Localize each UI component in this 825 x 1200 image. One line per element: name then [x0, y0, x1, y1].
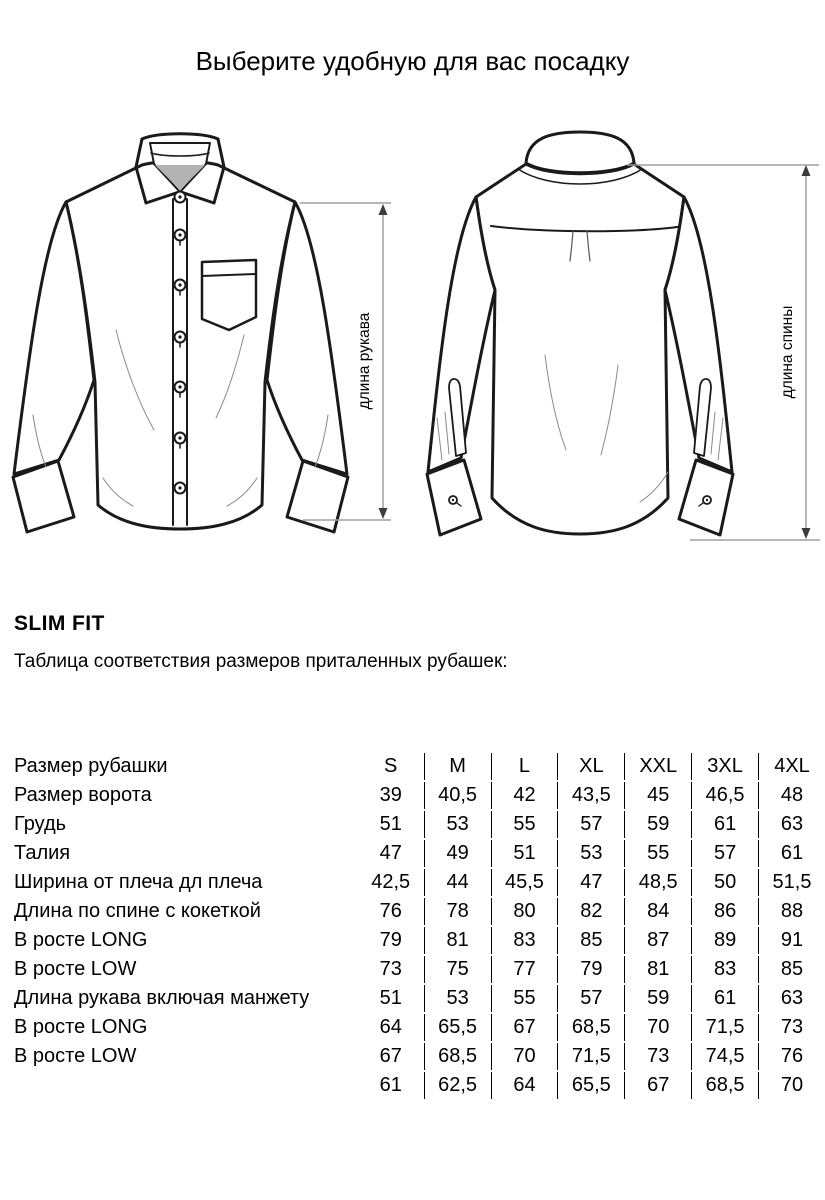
size-value-cell: 70	[758, 1072, 825, 1099]
size-value-cell: 67	[379, 1045, 402, 1067]
size-value-cell: 76	[758, 1043, 825, 1070]
size-value-cell: 50	[691, 869, 758, 896]
size-value-cell: 64	[379, 1016, 402, 1038]
size-value-cell: 70	[491, 1043, 558, 1070]
size-value-cell: 64	[491, 1072, 558, 1099]
size-value-cell: 55	[491, 985, 558, 1012]
size-column-header: 4XL	[758, 753, 825, 780]
size-value-cell: 39	[379, 784, 402, 806]
size-table-row	[14, 1072, 825, 1099]
size-table-body	[14, 753, 825, 1099]
size-value-cell: 59	[624, 985, 691, 1012]
size-value-cell: 48	[758, 782, 825, 809]
size-value-cell: 53	[557, 840, 624, 867]
size-value-cell: 61	[758, 840, 825, 867]
button-icon	[175, 192, 186, 203]
table-caption: Таблица соответствия размеров приталенных рубашек:	[14, 651, 508, 672]
size-value-cell: 62,5	[424, 1072, 491, 1099]
size-value-cell: 51,5	[758, 869, 825, 896]
size-table-row	[14, 811, 825, 838]
size-value-cell: 80	[491, 898, 558, 925]
size-value-cell: 74,5	[691, 1043, 758, 1070]
size-value-cell: 79	[379, 929, 402, 951]
size-value-cell: 43,5	[557, 782, 624, 809]
size-column-header: M	[424, 753, 491, 780]
size-value-cell: 70	[624, 1014, 691, 1041]
size-value-cell: 53	[424, 811, 491, 838]
size-table	[14, 751, 825, 1101]
row-label: Грудь	[14, 813, 67, 835]
size-value-cell: 81	[624, 956, 691, 983]
size-value-cell: 46,5	[691, 782, 758, 809]
back-body	[476, 164, 684, 534]
size-value-cell: 48,5	[624, 869, 691, 896]
size-value-cell: 73	[379, 958, 402, 980]
size-value-cell: 40,5	[424, 782, 491, 809]
size-column-header: 3XL	[691, 753, 758, 780]
page-title: Выберите удобную для вас посадку	[195, 46, 630, 76]
size-value-cell: 71,5	[691, 1014, 758, 1041]
row-label: Длина рукава включая манжету	[14, 987, 310, 1009]
row-label: В росте LONG	[14, 1016, 148, 1038]
size-value-cell: 84	[624, 898, 691, 925]
size-value-cell: 68,5	[424, 1043, 491, 1070]
size-value-cell: 61	[379, 1074, 402, 1096]
size-value-cell: 65,5	[557, 1072, 624, 1099]
arrow-down-icon	[802, 528, 811, 539]
shirt-diagram	[0, 120, 825, 570]
size-value-cell: 79	[557, 956, 624, 983]
row-label: Длина по спине с кокеткой	[14, 900, 261, 922]
size-value-cell: 85	[557, 927, 624, 954]
size-value-cell: 45,5	[491, 869, 558, 896]
size-value-cell: 77	[491, 956, 558, 983]
chest-pocket	[202, 260, 256, 330]
size-value-cell: 91	[758, 927, 825, 954]
row-label: В росте LOW	[14, 958, 137, 980]
size-value-cell: 83	[491, 927, 558, 954]
size-value-cell: 83	[691, 956, 758, 983]
size-value-cell: 68,5	[691, 1072, 758, 1099]
size-column-header: XL	[557, 753, 624, 780]
size-table-row	[14, 869, 825, 896]
size-value-cell: 45	[624, 782, 691, 809]
size-column-header: L	[491, 753, 558, 780]
size-value-cell: 85	[758, 956, 825, 983]
size-table-row	[14, 1014, 825, 1041]
size-table-row	[14, 898, 825, 925]
row-label: Талия	[14, 842, 71, 864]
size-table-row	[14, 927, 825, 954]
shirt-back-drawing	[427, 132, 733, 535]
size-value-cell: 81	[424, 927, 491, 954]
size-value-cell: 57	[557, 985, 624, 1012]
size-table-row	[14, 840, 825, 867]
size-value-cell: 89	[691, 927, 758, 954]
size-value-cell: 55	[491, 811, 558, 838]
size-value-cell: 47	[379, 842, 402, 864]
size-value-cell: 78	[424, 898, 491, 925]
size-value-cell: 67	[491, 1014, 558, 1041]
size-value-cell: 75	[424, 956, 491, 983]
size-table-header-row	[14, 753, 825, 780]
size-value-cell: 49	[424, 840, 491, 867]
size-column-header: XXL	[624, 753, 691, 780]
size-value-cell: 61	[691, 985, 758, 1012]
size-value-cell: 61	[691, 811, 758, 838]
arrow-up-icon	[379, 204, 388, 215]
size-value-cell: 71,5	[557, 1043, 624, 1070]
size-value-cell: 47	[557, 869, 624, 896]
row-label: Размер рубашки	[14, 755, 168, 777]
size-value-cell: 63	[758, 811, 825, 838]
size-value-cell: 73	[624, 1043, 691, 1070]
row-label: Ширина от плеча дл плеча	[14, 871, 263, 893]
size-value-cell: 51	[379, 813, 402, 835]
button-icon	[175, 483, 186, 494]
size-value-cell: 63	[758, 985, 825, 1012]
size-value-cell: 53	[424, 985, 491, 1012]
size-value-cell: 57	[557, 811, 624, 838]
size-value-cell: 55	[624, 840, 691, 867]
arrow-up-icon	[802, 165, 811, 176]
size-value-cell: 51	[379, 987, 402, 1009]
size-value-cell: 51	[491, 840, 558, 867]
row-label: В росте LOW	[14, 1045, 137, 1067]
size-table-row	[14, 1043, 825, 1070]
size-value-cell: 73	[758, 1014, 825, 1041]
size-value-cell: 87	[624, 927, 691, 954]
size-value-cell: 82	[557, 898, 624, 925]
arrow-down-icon	[379, 508, 388, 519]
size-value-cell: 76	[379, 900, 402, 922]
size-table-row	[14, 985, 825, 1012]
size-table-row	[14, 956, 825, 983]
size-table-row	[14, 782, 825, 809]
shirt-front-drawing	[13, 134, 348, 532]
sleeve-length-label: длина рукава	[356, 312, 373, 410]
row-label: В росте LONG	[14, 929, 148, 951]
size-value-cell: 65,5	[424, 1014, 491, 1041]
size-value-cell: 59	[624, 811, 691, 838]
size-value-cell: 67	[624, 1072, 691, 1099]
size-column-header: S	[384, 755, 398, 777]
size-value-cell: 88	[758, 898, 825, 925]
back-length-label: длина спины	[779, 305, 796, 399]
size-value-cell: 86	[691, 898, 758, 925]
size-value-cell: 57	[691, 840, 758, 867]
fit-heading: SLIM FIT	[14, 612, 105, 635]
row-label	[14, 1072, 358, 1099]
size-value-cell: 68,5	[557, 1014, 624, 1041]
row-label: Размер ворота	[14, 784, 152, 806]
size-value-cell: 42	[491, 782, 558, 809]
size-value-cell: 42,5	[371, 871, 411, 893]
size-value-cell: 44	[424, 869, 491, 896]
